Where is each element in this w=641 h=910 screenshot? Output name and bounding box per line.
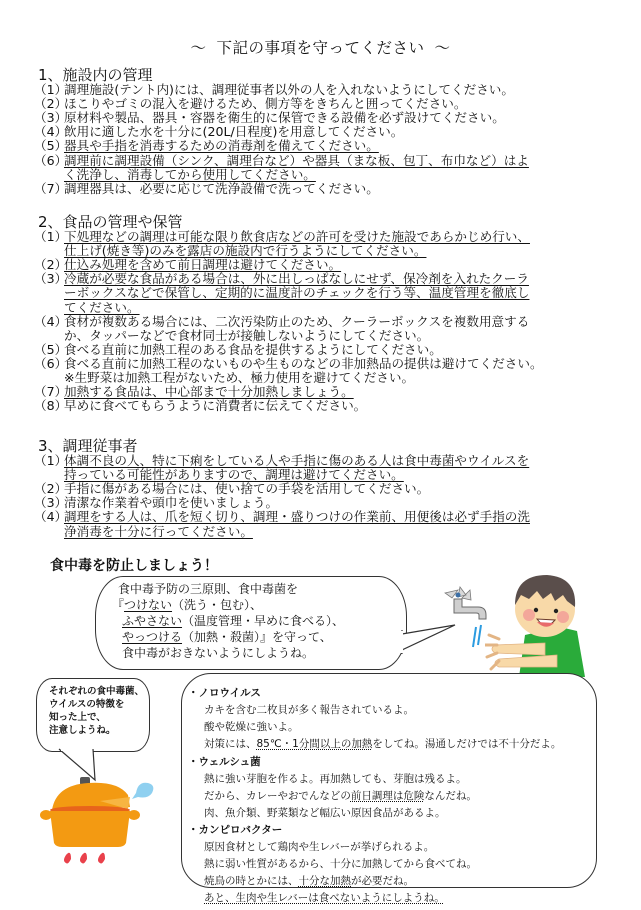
rule-item — [64, 468, 404, 482]
rule-item — [34, 182, 379, 196]
rule-item — [34, 272, 529, 286]
rule-item — [34, 258, 341, 272]
rule-item — [34, 315, 529, 329]
rule-number: （1） — [34, 229, 68, 244]
rule-number: （7） — [34, 180, 68, 196]
rule-item — [64, 168, 316, 182]
rule-number: （7） — [34, 384, 68, 400]
rule-item — [34, 496, 278, 510]
prevention-title: 食中毒を防止しましょう！ — [50, 558, 218, 574]
rule-item — [34, 399, 366, 413]
rule-item — [34, 454, 529, 468]
rule-text: 持っている可能性がありますので、調理は避けてください。 — [64, 467, 404, 483]
cooking-pot-illustration — [40, 775, 160, 865]
rule-number: （4） — [34, 509, 68, 525]
rule-text: ほこりやゴミの混入を避けるため、側方等をきちんと囲ってください。 — [64, 96, 467, 112]
pathogen-line: 焼鳥の時とかには、十分な加熱が必要だね。 — [204, 875, 414, 887]
rule-item — [34, 125, 403, 139]
advice-bubble: それぞれの食中毒菌、 ウイルスの特徴を 知った上で、 注意しようね。 — [36, 678, 150, 752]
rule-item — [64, 525, 253, 539]
rule-text: 冷蔵が必要な食品がある場合は、外に出しっぱなしにせず、保冷剤を入れたクーラ — [64, 271, 529, 287]
rule-number: （5） — [34, 138, 68, 154]
rule-number: （4） — [34, 124, 68, 140]
rule-text: 調理前に調理設備（シンク、調理台など）や器具（まな板、包丁、布巾など）はよ — [64, 152, 529, 168]
bubble-line: 食中毒予防の三原則、食中毒菌を — [118, 582, 299, 596]
section-heading: 1、施設内の管理 — [38, 66, 153, 84]
rule-text: 原材料や製品、器具・容器を衛生的に保管できる設備を必ず設けてください。 — [64, 110, 505, 126]
rule-number: （6） — [34, 152, 68, 168]
pathogen-line: 対策には、85℃・1分間以上の加熱をしてね。湯通しだけでは不十分だよ。 — [204, 738, 562, 750]
rule-text: 調理をする人は、爪を短く切り、調理・盛りつけの作業前、用便後は必ず手指の洗 — [64, 509, 530, 525]
rule-text: 手指に傷がある場合には、使い捨ての手袋を活用してください。 — [64, 481, 430, 497]
rule-item — [34, 139, 379, 153]
rule-item — [34, 111, 505, 125]
pathogen-welchii: ・ウェルシュ菌 — [188, 756, 261, 768]
rule-text: 加熱する食品は、中心部まで十分加熱しましょう。 — [64, 384, 354, 400]
bubble-line: 食中毒がおきないようにしようね。 — [122, 646, 315, 660]
pathogen-line: 熱に強い芽胞を作るよ。再加熱しても、芽胞は残るよ。 — [204, 773, 467, 785]
rule-text: てください。 — [64, 299, 140, 315]
boy-washing-hands-illustration — [485, 565, 605, 685]
pathogen-campylobacter: ・カンピロバクター — [188, 824, 283, 836]
section-heading: 2、食品の管理や保管 — [38, 213, 183, 231]
rule-item — [34, 343, 442, 357]
rule-item — [34, 482, 429, 496]
pathogen-info-box — [181, 673, 597, 904]
pathogen-line: 熱に弱い性質があるから、十分に加熱してから食べてね。 — [204, 858, 477, 870]
rule-text: 調理施設(テント内)には、調理従事者以外の人を入れないようにしてください。 — [64, 82, 514, 97]
rule-item — [34, 230, 530, 244]
rule-text: 清潔な作業着や頭巾を使いましょう。 — [64, 495, 279, 511]
rule-text: か、タッパーなどで食材同士が接触しないようにしてください。 — [64, 327, 430, 343]
rule-number: （6） — [34, 355, 68, 371]
bubble-line: やっつける（加熱・殺菌）』を守って、 — [122, 630, 332, 644]
rule-number: （1） — [34, 82, 68, 97]
section-heading: 3、調理従事者 — [38, 437, 138, 455]
bubble-line: 『つけない（洗う・包む）、 — [112, 598, 263, 612]
rule-number: （3） — [34, 271, 68, 287]
pathogen-line: だから、カレーやおでんなどの前日調理は危険なんだね。 — [204, 790, 477, 802]
rule-number: （3） — [34, 110, 68, 126]
rule-text: 器具や手指を消毒するための消毒剤を備えてください。 — [64, 138, 379, 154]
rule-text: 食べる直前に加熱工程のある食品を提供するようにしてください。 — [64, 341, 442, 357]
rule-item — [64, 329, 429, 343]
pathogen-norovirus: ・ノロウイルス — [188, 687, 261, 699]
rule-number: （2） — [34, 257, 68, 273]
page-title: ～ 下記の事項を守ってください ～ — [190, 39, 451, 57]
rule-text: 下処理などの調理は可能な限り飲食店などの許可を受けた施設であらかじめ行い、 — [64, 229, 530, 244]
pathogen-line: カキを含む二枚貝が多く報告されているよ。 — [204, 704, 414, 716]
rule-text: ※生野菜は加熱工程がないため、極力使用を避けてください。 — [64, 370, 415, 385]
rule-text: 仕込み処理を含めて前日調理は避けてください。 — [64, 257, 342, 273]
rule-text: 食べる直前に加熱工程のないものや生ものなどの非加熱品の提供は避けてください。 — [64, 355, 543, 371]
rule-item — [34, 357, 543, 371]
rule-item — [64, 371, 414, 385]
rule-number: （3） — [34, 495, 68, 511]
pathogen-line: 酸や乾燥に強いよ。 — [204, 721, 299, 733]
rule-text: 食材が複数ある場合には、二次汚染防止のため、クーラーボックスを複数用意する — [64, 313, 530, 329]
rule-item — [64, 301, 140, 315]
rule-item — [34, 510, 530, 524]
bubble-line: ふやさない（温度管理・早めに食べる）、 — [122, 614, 345, 628]
rule-text: 体調不良の人、特に下痢をしている人や手指に傷のある人は食中毒菌やウイルスを — [64, 453, 530, 468]
rule-text: ーボックスなどで保管し、定期的に温度計のチェックを行う等、温度管理を徹底し — [64, 285, 530, 301]
rule-number: （1） — [34, 453, 68, 468]
rule-number: （8） — [34, 398, 68, 414]
pathogen-line: 肉、魚介類、野菜類など幅広い原因食品があるよ。 — [204, 807, 446, 819]
rule-item — [34, 154, 529, 168]
rule-item — [34, 385, 354, 399]
rule-text: く洗浄し、消毒してから使用してください。 — [64, 166, 316, 182]
rule-text: 飲用に適した水を十分に(20L/日程度)を用意してください。 — [64, 124, 404, 140]
rule-number: （4） — [34, 313, 68, 329]
rule-item — [34, 83, 514, 97]
rule-text: 仕上げ(焼き等)のみを露店の施設内で行うようにしてください。 — [64, 243, 427, 259]
rule-text: 調理器具は、必要に応じて洗浄設備で洗ってください。 — [64, 180, 379, 196]
rule-item — [64, 244, 426, 258]
pathogen-line: あと、生肉や生レバーは食べないようにしようね。 — [204, 892, 445, 904]
rule-item — [64, 286, 529, 300]
three-principles-bubble — [95, 576, 407, 670]
rule-text: 浄消毒を十分に行ってください。 — [64, 523, 253, 539]
rule-number: （5） — [34, 341, 68, 357]
rule-item — [34, 97, 467, 111]
rule-text: 早めに食べてもらうように消費者に伝えてください。 — [64, 398, 367, 414]
pathogen-line: 原因食材として鶏肉や生レバーが挙げられるよ。 — [204, 841, 435, 853]
rule-number: （2） — [34, 481, 68, 497]
rule-number: （2） — [34, 96, 68, 112]
